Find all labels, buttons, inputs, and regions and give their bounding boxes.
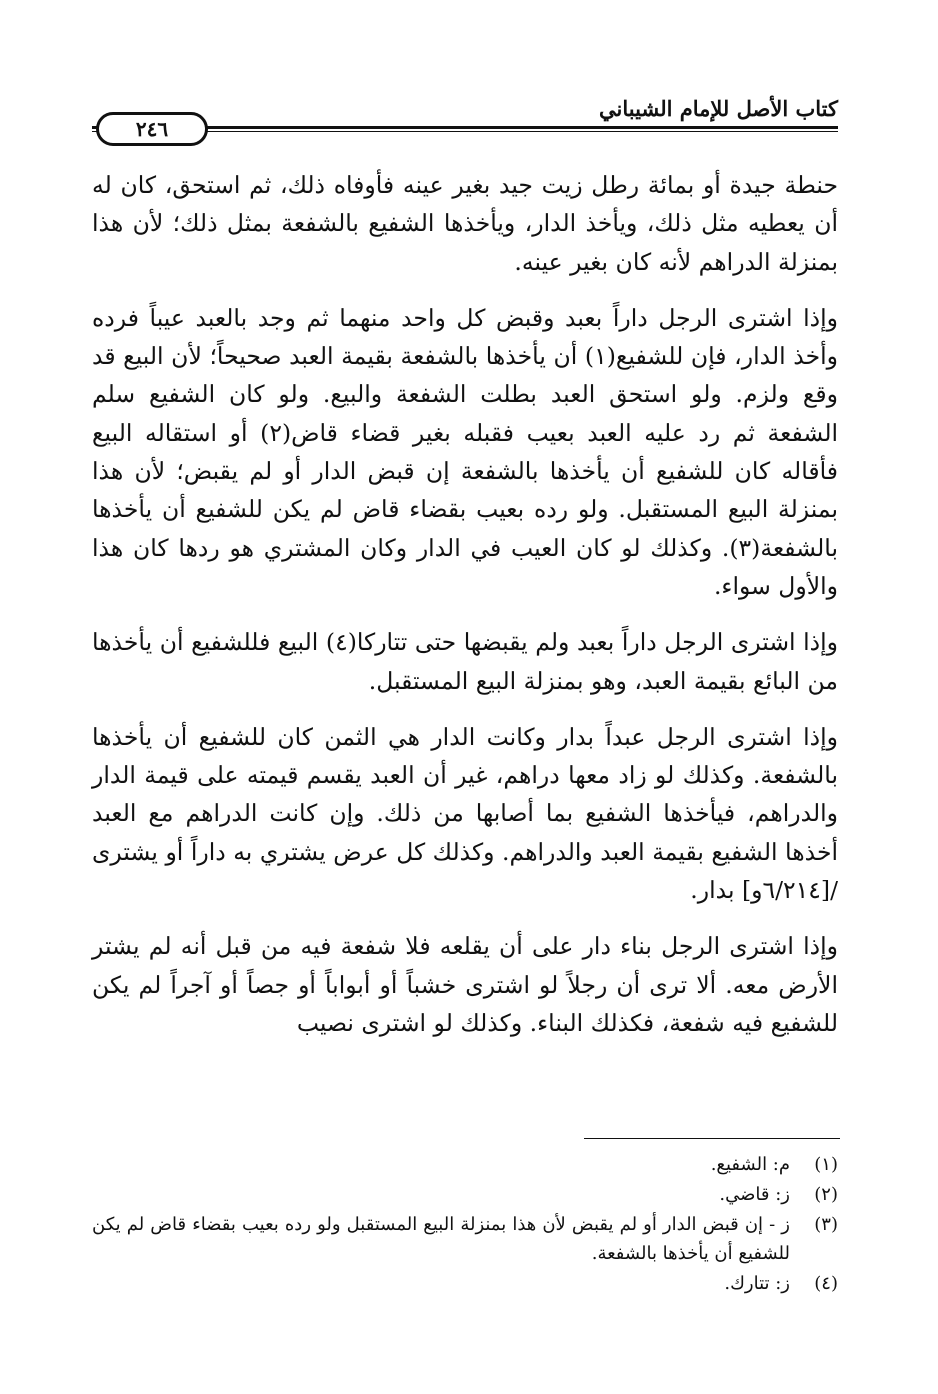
footnote-number: (٣) — [814, 1214, 838, 1235]
footnote — [92, 1150, 838, 1179]
page-number: ٢٤٦ — [96, 112, 208, 146]
footnote — [92, 1210, 838, 1268]
footnote-text: ز: تتارك. — [724, 1273, 790, 1294]
page-header — [92, 92, 838, 152]
footnote-text: م: الشفيع. — [710, 1154, 790, 1175]
footnote-number: (١) — [814, 1154, 838, 1175]
book-title: كتاب الأصل للإمام الشيباني — [599, 96, 838, 121]
footnote-separator — [584, 1138, 840, 1139]
paragraph: وإذا اشترى الرجل عبداً بدار وكانت الدار هي الثمن كان للشفيع أن يأخذها بالشفعة. وكذلك لو زاد معها دراهم، غير أن العبد يقسم قيمته على قيمة الدار والدراهم، فيأخذها الشفيع بما أصابها من ذلك. وإن كانت الدراهم مع العبد أخذها الشفيع بقيمة العبد والدراهم. وكذلك كل عرض يشتري به داراً أو يشترى /[٦/٢١٤و] بدار. — [92, 722, 838, 905]
footnotes — [92, 1150, 838, 1298]
paragraph: وإذا اشترى الرجل داراً بعبد وقبض كل واحد منهما ثم وجد بالعبد عيباً فرده وأخذ الدار، فإن للشفيع(١) أن يأخذها بالشفعة بقيمة العبد صحيحاً؛ لأن البيع قد وقع ولزم. ولو استحق العبد بطلت الشفعة والبيع. ولو كان الشفيع سلم الشفعة ثم رد عليه العبد بعيب فقبله بغير قضاء قاض(٢) أو استقاله البيع فأقاله كان للشفيع أن يأخذها بالشفعة إن قبض الدار أو لم يقبض؛ لأن هذا بمنزلة البيع المستقبل. ولو رده بعيب بقضاء قاض لم يكن للشفيع أن يأخذها بالشفعة(٣). وكذلك لو كان العيب في الدار وكان المشتري هو ردها كان هذا والأول سواء. — [92, 303, 839, 600]
footnote-text: ز - إن قبض الدار أو لم يقبض لأن هذا بمنزلة البيع المستقبل ولو رده بعيب بقضاء قاض لم يكن للشفيع أن يأخذها بالشفعة. — [92, 1214, 790, 1264]
footnote — [92, 1180, 838, 1209]
paragraph: حنطة جيدة أو بمائة رطل زيت جيد بغير عينه فأوفاه ذلك، ثم استحق، كان له أن يعطيه مثل ذلك، ويأخذ الدار، ويأخذها الشفيع بالشفعة بمثل ذلك؛ لأن هذا بمنزلة الدراهم لأنه كان بغير عينه. — [92, 171, 838, 276]
footnote-number: (٢) — [814, 1184, 838, 1205]
main-text — [92, 166, 838, 1060]
paragraph: وإذا اشترى الرجل داراً بعبد ولم يقبضها حتى تتاركا(٤) البيع فللشفيع أن يأخذها من البائع بقيمة العبد، وهو بمنزلة البيع المستقبل. — [92, 628, 839, 695]
footnote-number: (٤) — [814, 1273, 838, 1294]
footnote — [92, 1269, 838, 1298]
footnote-text: ز: قاضي. — [719, 1184, 790, 1205]
paragraph: وإذا اشترى الرجل بناء دار على أن يقلعه فلا شفعة فيه من قبل أنه لم يشتر الأرض معه. ألا ترى أن رجلاً لو اشترى خشباً أو أبواباً أو جصاً أو آجراً لم يكن للشفيع فيه شفعة، فكذلك البناء. وكذلك لو اشترى نصيب — [92, 932, 838, 1037]
